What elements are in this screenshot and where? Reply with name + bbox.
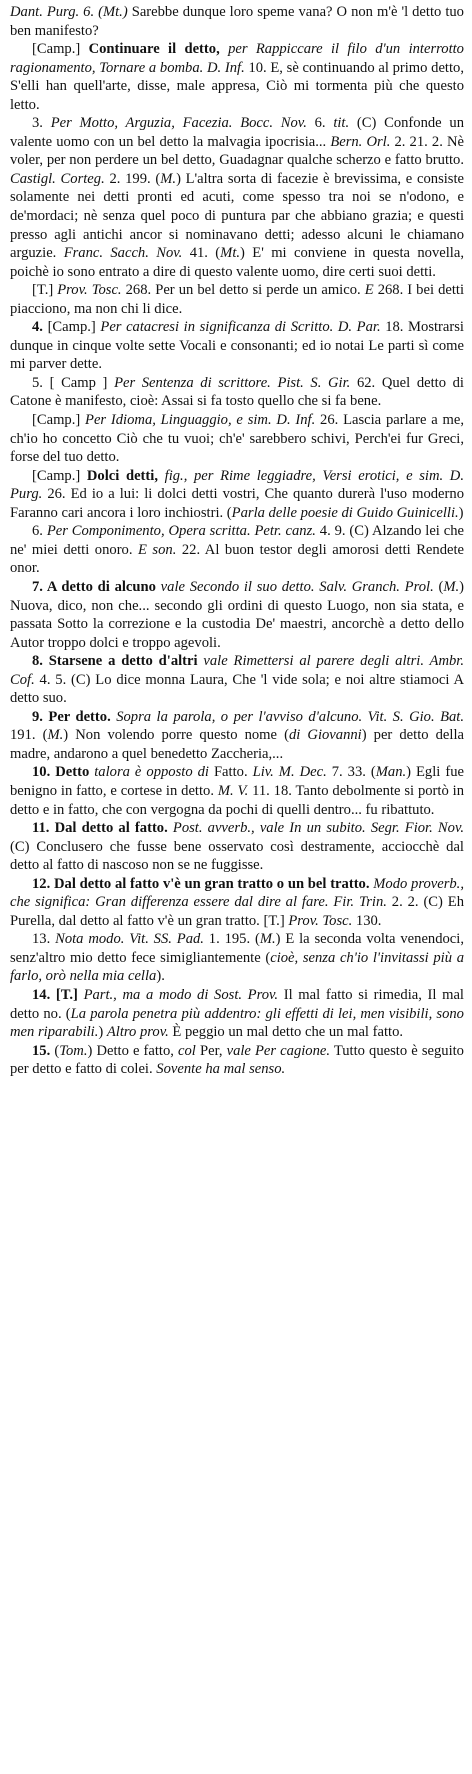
text-segment: Tutto questo è seguito per detto e fatto di colei. <box>10 1042 464 1078</box>
text-segment: Sopra la parola, o per l'avviso d'alcuno. Vit. S. Gio. Bat. <box>110 708 464 725</box>
text-segment: Bern. Orl. <box>330 133 391 150</box>
entry-paragraph-p16 <box>10 930 464 986</box>
text-segment: 62. Quel detto di Catone è manifesto, cioè: Assai si fa tosto quello che si fa bene. <box>10 374 464 410</box>
text-segment: È peggio un mal detto che un mal fatto. <box>168 1024 404 1041</box>
entry-paragraph-p14 <box>10 819 464 875</box>
text-segment: Sarebbe dunque loro speme vana? O non m'è 'l detto tuo ben manifesto? <box>10 4 464 39</box>
text-segment: M. V. <box>217 782 249 799</box>
entry-paragraph-p10 <box>10 578 464 652</box>
text-segment: Sovente ha mal senso. <box>156 1061 286 1078</box>
entry-paragraph-p8 <box>10 467 464 523</box>
text-segment: Liv. M. Dec. <box>252 764 327 781</box>
text-segment: Il mal fatto si rimedia, Il mal detto no. ( <box>10 986 464 1022</box>
text-segment: 268. I bei detti piacciono, ma non chi li dice. <box>10 282 465 317</box>
text-segment: 7. 33. ( <box>326 764 376 781</box>
text-segment: Altro prov. <box>106 1024 169 1041</box>
text-segment: ). <box>156 968 165 985</box>
text-segment: Post. avverb., vale In un subito. Segr. Fior. Nov. <box>167 820 464 837</box>
text-segment: Castigl. Corteg. <box>10 170 105 187</box>
text-segment: cioè, senza ch'io l'invitassi più a farlo, orò nella mia cella <box>10 949 464 985</box>
text-segment: (C) Conclusero che fusse bene osservato così destramente, acciocchè dal detto al fatto di nascoso non se ne fuggisse. <box>10 838 464 874</box>
text-segment: 5. [ Camp ] <box>32 374 115 391</box>
text-segment: [Camp.] <box>47 319 101 336</box>
text-segment: 2. 21. 2. Nè voler, per non perdere un bel detto, Guadagnar qualche scherzo e fatto brutto. <box>10 133 464 169</box>
text-segment: 4. 9. (C) Alzando lei che ne' miei detti onoro. <box>10 523 464 558</box>
text-segment: Per Motto, Arguzia, Facezia. Bocc. Nov. <box>50 115 307 132</box>
text-segment: 9. Per detto. <box>32 708 111 725</box>
entry-paragraph-p17 <box>10 986 464 1042</box>
text-segment: ) Egli fue benigno in fatto, e cortese in detto. <box>10 764 464 799</box>
text-segment: 6. <box>306 115 334 132</box>
text-segment: Mt. <box>220 245 241 262</box>
text-segment: Fatto. <box>208 764 253 781</box>
text-segment: La parola penetra più addentro: gli effetti di lei, men visibili, sono men riparabili. <box>10 1005 464 1041</box>
text-segment: ) E' mi conviene in questa novella, poichè io sono entrato a dire di questo valente uomo, dire certi suoi detti. <box>10 245 464 280</box>
text-segment: vale Per cagione. <box>226 1042 331 1059</box>
text-segment: ( <box>54 1042 60 1059</box>
text-segment: Dolci detti, <box>86 467 158 484</box>
text-segment: Prov. Tosc. <box>57 282 122 299</box>
text-segment: ) Non volendo porre questo nome ( <box>63 727 289 744</box>
text-segment: 10. Detto <box>32 764 90 781</box>
text-segment: 11. 18. Tanto debolmente si portò in detto e in fatto, che con vergogna da pochi di quelli dentro... fu ribattuto. <box>10 782 464 818</box>
entry-paragraph-p18 <box>10 1042 464 1079</box>
text-segment: E son. <box>138 541 177 558</box>
text-segment: fig., per Rime leggiadre, Versi erotici, e sim. D. Purg. <box>10 467 464 503</box>
text-segment: 26. Lascia parlare a me, ch'io ho concetto Ciò che tu vuoi; ch'e' sarebbero schivi, Perch'ei fur Greci, forse del tuo detto. <box>10 412 464 466</box>
text-segment: M. <box>160 170 177 187</box>
entry-paragraph-p9 <box>10 522 464 578</box>
text-segment: Man. <box>375 764 407 781</box>
text-segment: tit. <box>333 115 350 132</box>
text-segment: 11. Dal detto al fatto. <box>32 820 168 837</box>
text-segment: 191. ( <box>10 727 48 744</box>
entry-paragraph-p5 <box>10 318 464 374</box>
text-segment: 2. 199. ( <box>104 170 161 187</box>
text-segment: 1. 195. ( <box>203 931 260 948</box>
text-segment: 130. <box>352 912 382 929</box>
text-segment: [T.] <box>32 282 58 299</box>
text-segment: 12. Dal detto al fatto v'è un gran tratto o un bel tratto. <box>32 875 370 892</box>
text-segment: 18. Mostrarsi dunque in cinque volte sette Vocali e consonanti; ed io notai Le parti sì come mi parver dette. <box>10 319 464 373</box>
entry-paragraph-p4 <box>10 281 464 318</box>
text-segment: Per catacresi in significanza di Scritto. D. Par. <box>100 319 381 336</box>
entry-paragraph-p12 <box>10 708 464 764</box>
entry-paragraph-p1 <box>10 3 464 40</box>
text-segment: Parla delle poesie di Guido Guinicelli. <box>231 504 459 521</box>
text-segment: col <box>178 1042 196 1059</box>
text-segment: 10. E, sè continuando al primo detto, S'elli han quell'arte, disse, male appresa, Ciò mi tormenta più che questo letto. <box>10 59 464 113</box>
entry-paragraph-p3 <box>10 114 464 281</box>
text-segment: 26. Ed io a lui: li dolci detti vostri, Che quanto durerà l'uso moderno Faranno cari ancora i loro inchiostri. ( <box>10 486 464 521</box>
entry-paragraph-p2 <box>10 40 464 114</box>
text-segment: Part., ma a modo di Sost. Prov. <box>83 986 279 1003</box>
entry-paragraph-p15 <box>10 875 464 931</box>
text-segment: M. <box>259 931 276 948</box>
text-segment: Per, <box>195 1042 227 1059</box>
text-segment: vale Secondo il suo detto. Salv. Granch. Prol. <box>155 578 434 595</box>
text-segment: 4. 5. (C) Lo dice monna Laura, Che 'l vide sola; e noi altre stiamoci A detto suo. <box>10 671 464 707</box>
text-segment: ) E la seconda volta venendoci, senz'altro mio detto fece simigliantemente ( <box>10 931 464 966</box>
entry-paragraph-p7 <box>10 411 464 467</box>
text-segment: ) L'altra sorta di facezie è brevissima, e consiste solamente nei detti pronti ed acuti, come spesso tra noi se n'odono, e de'mordaci; nè senza quel poco di puntura par che abbiano grazia; e questi presso agli antichi ancor si nominavano detti; adesso alcuni le chiamano arguzie. <box>10 170 465 262</box>
text-segment: per Rappiccare il filo d'un interrotto ragionamento, Tornare a bomba. D. Inf. <box>10 41 464 76</box>
text-segment: Per Componimento, Opera scritta. Petr. canz. <box>46 523 316 540</box>
text-segment: Franc. Sacch. Nov. <box>63 245 183 262</box>
text-segment: vale Rimettersi al parere degli altri. Ambr. Cof. <box>10 653 464 688</box>
text-segment: (C) Confonde un valente uomo con un bel detto la malvagia ipocrisia... <box>10 115 464 150</box>
entry-paragraph-p13 <box>10 763 464 819</box>
text-segment: ) Detto e fatto, <box>87 1042 179 1059</box>
text-segment: Modo proverb., che significa: Gran differenza essere dal dire al fare. Fir. Trin. <box>10 875 464 911</box>
text-segment: [Camp.] <box>32 412 86 429</box>
text-segment: Nota modo. Vit. SS. Pad. <box>55 931 204 948</box>
text-segment: E <box>364 282 374 299</box>
entry-paragraph-p6 <box>10 374 464 411</box>
text-segment: 7. A detto di alcuno <box>32 578 156 595</box>
text-segment: 14. [T.] <box>32 986 84 1003</box>
text-segment: [Camp.] <box>32 467 87 484</box>
text-segment: ) <box>458 504 464 521</box>
text-segment: 2. 2. (C) Eh Purella, dal detto al fatto v'è un gran tratto. [T.] <box>10 894 464 929</box>
text-segment: talora è opposto di <box>89 764 209 781</box>
text-segment: 15. <box>32 1042 55 1059</box>
text-segment: 13. <box>32 931 56 948</box>
text-segment: 6. <box>32 523 47 540</box>
text-segment: 22. Al buon testor degli amorosi detti Rendete onor. <box>10 541 465 577</box>
text-segment: Per Sentenza di scrittore. Pist. S. Gir. <box>114 374 351 391</box>
text-segment: M. <box>443 578 460 595</box>
text-segment: [Camp.] <box>32 41 89 58</box>
text-segment: Prov. Tosc. <box>288 912 353 929</box>
text-segment: ) per detto della madre, andarono a quel benedetto Zaccheria,... <box>10 727 464 762</box>
text-segment: Per Idioma, Linguaggio, e sim. D. Inf. <box>85 412 316 429</box>
text-segment: 3. <box>32 115 51 132</box>
text-segment: di Giovanni <box>288 727 362 744</box>
text-segment: 41. ( <box>182 245 221 262</box>
text-segment: Continuare il detto, <box>88 41 220 58</box>
text-segment: ) <box>98 1024 107 1041</box>
text-segment: M. <box>47 727 64 744</box>
text-segment: 4. <box>32 319 48 336</box>
text-segment: Dant. Purg. 6. (Mt.) <box>10 4 128 20</box>
text-segment: ) Nuova, dico, non che... secondo gli ordini di questo Luogo, non sia stata, e passata Sotto la correzione e la custodia De' maestri, ancorchè a detto dello Autor troppo dolci e troppo agevoli. <box>10 578 464 651</box>
text-segment: 268. Per un bel detto si perde un amico. <box>121 282 365 299</box>
text-segment: 8. Starsene a detto d'altri <box>32 653 198 670</box>
text-segment: Tom. <box>59 1042 88 1059</box>
entry-paragraph-p11 <box>10 652 464 708</box>
text-segment: ( <box>433 578 444 595</box>
